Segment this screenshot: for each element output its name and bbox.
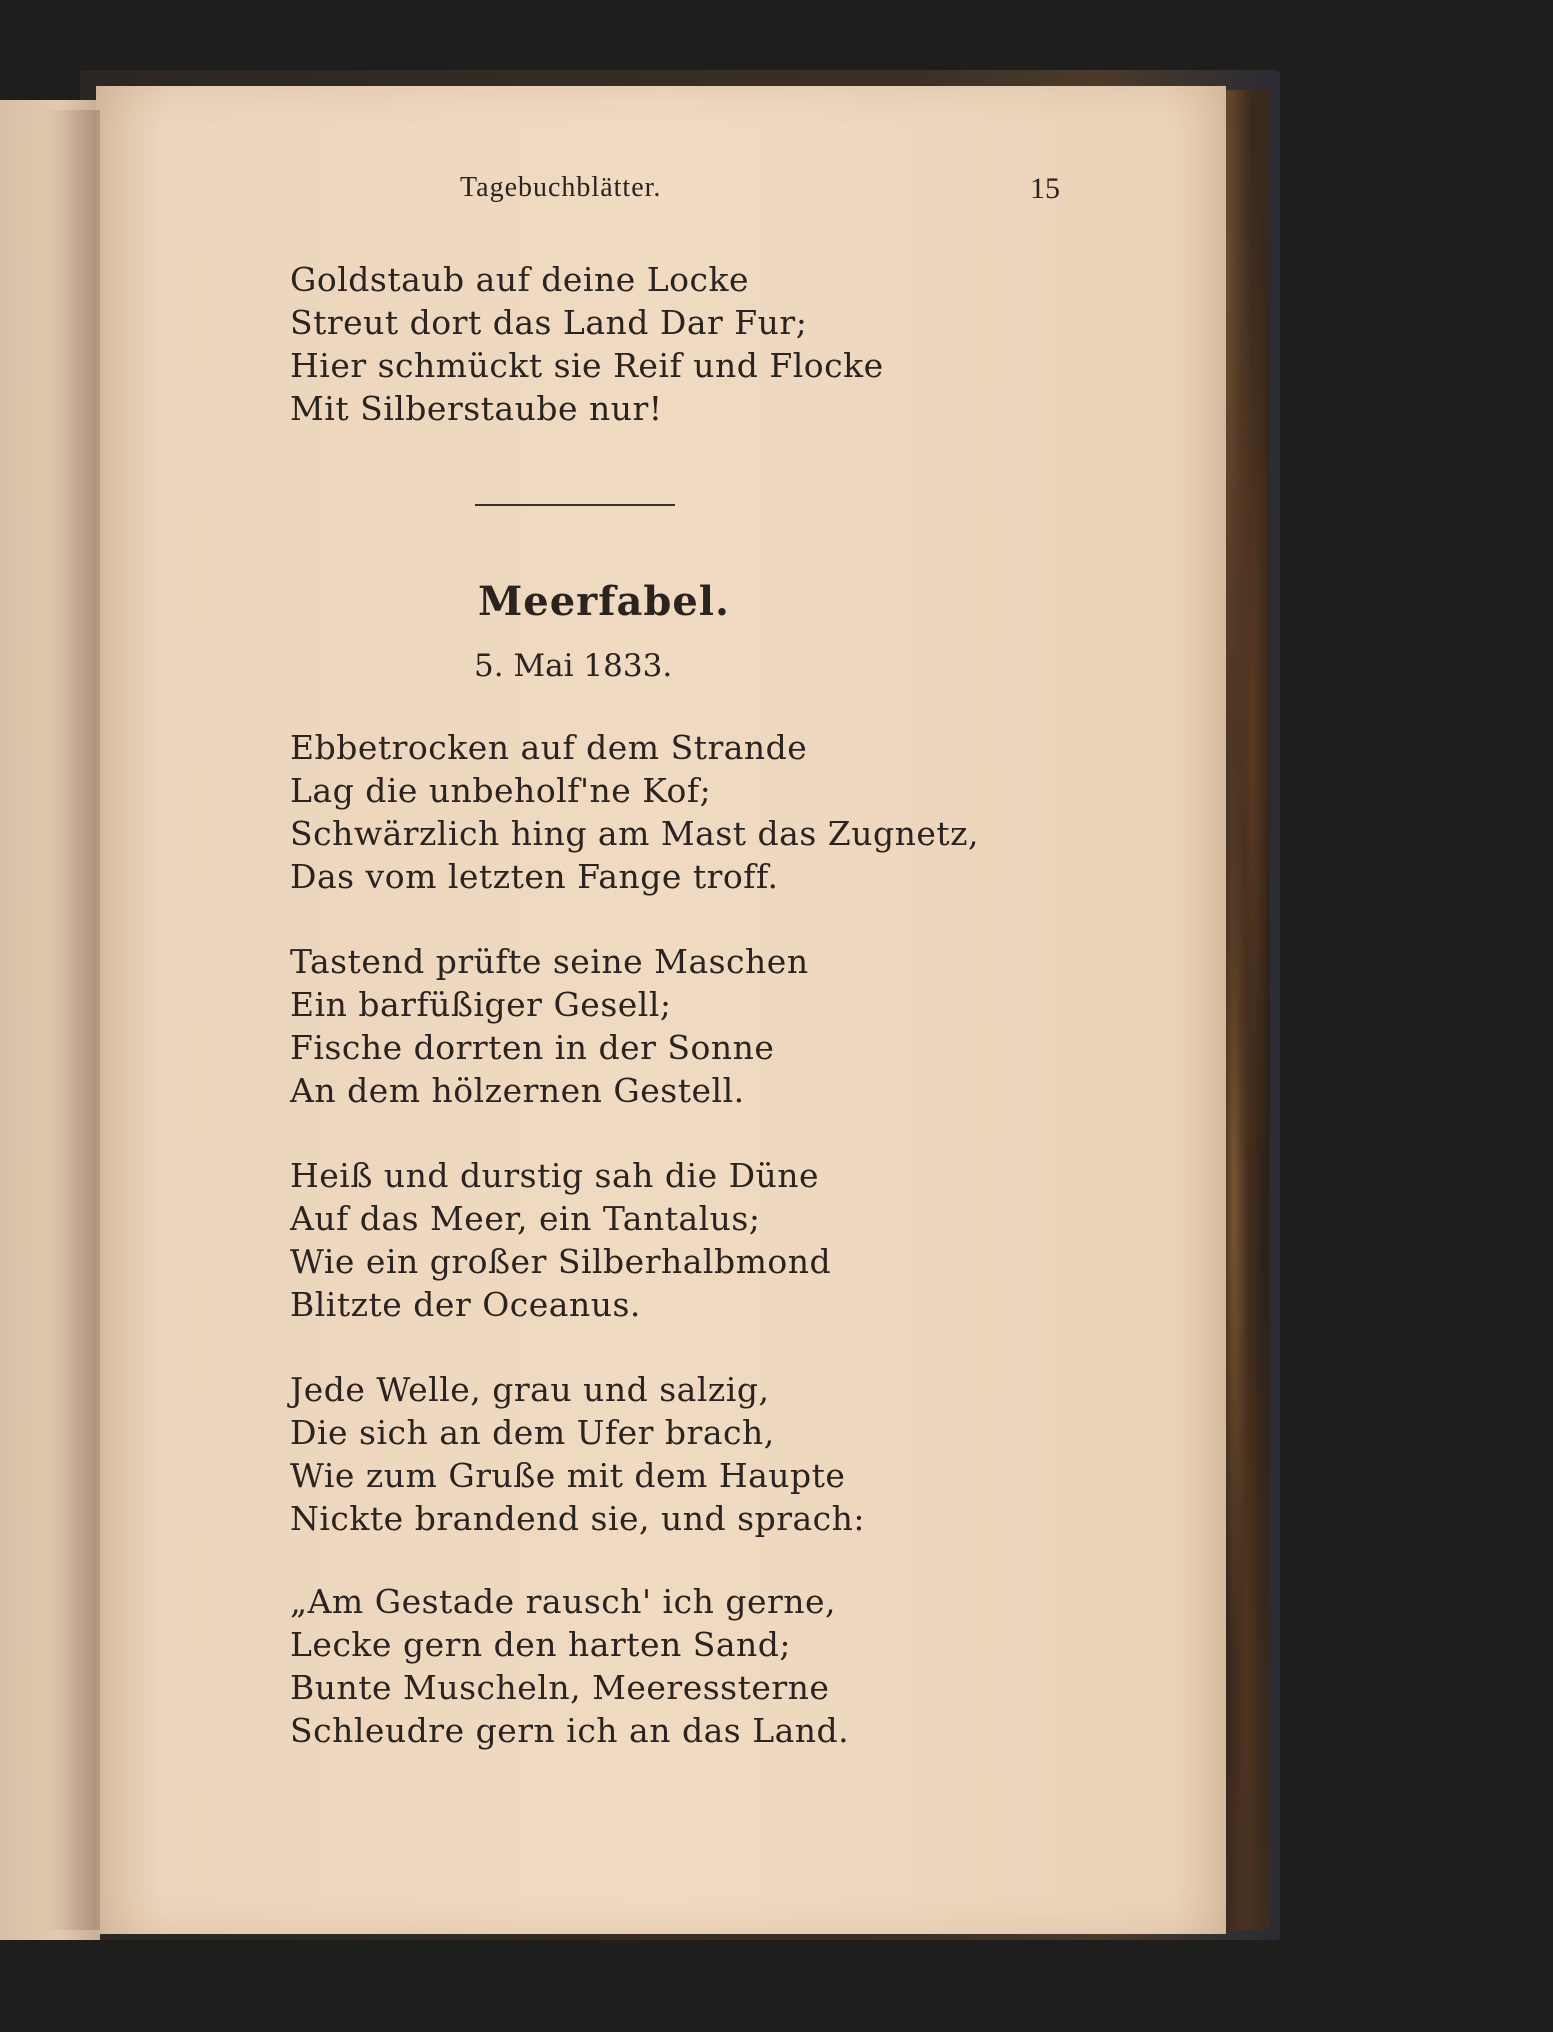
- verse-line: Jede Welle, grau und salzig,: [290, 1370, 770, 1409]
- verse-line: Schwärzlich hing am Mast das Zugnetz,: [290, 814, 979, 853]
- poem-stanza-2: [290, 940, 809, 1112]
- verse-line: Ebbetrocken auf dem Strande: [290, 728, 808, 767]
- verse-line: „Am Gestade rausch' ich gerne,: [290, 1582, 837, 1621]
- verse-line: Wie ein großer Silberhalbmond: [290, 1242, 832, 1281]
- verse-line: Goldstaub auf deine Locke: [290, 260, 750, 299]
- verse-line: Lecke gern den harten Sand;: [290, 1625, 792, 1664]
- running-head: Tagebuchblätter.: [460, 172, 662, 203]
- verse-line: Ein barfüßiger Gesell;: [290, 985, 672, 1024]
- verse-line: Mit Silberstaube nur!: [290, 389, 663, 428]
- verse-line: Wie zum Gruße mit dem Haupte: [290, 1456, 846, 1495]
- verse-line: Streut dort das Land Dar Fur;: [290, 303, 808, 342]
- section-divider: [475, 504, 675, 506]
- verse-line: Die sich an dem Ufer brach,: [290, 1413, 775, 1452]
- poem-stanza-4: [290, 1368, 865, 1540]
- intro-stanza: [290, 258, 884, 430]
- page-number: 15: [1030, 172, 1060, 205]
- verse-line: Nickte brandend sie, und sprach:: [290, 1499, 866, 1538]
- verse-line: Schleudre gern ich an das Land.: [290, 1711, 850, 1750]
- verse-line: Blitzte der Oceanus.: [290, 1285, 641, 1324]
- poem-stanza-1: [290, 726, 979, 898]
- verse-line: Lag die unbeholf'ne Kof;: [290, 771, 712, 810]
- verse-line: Hier schmückt sie Reif und Flocke: [290, 346, 884, 385]
- poem-date: 5. Mai 1833.: [474, 648, 673, 684]
- poem-stanza-3: [290, 1154, 831, 1326]
- page-gutter: [44, 110, 100, 1930]
- verse-line: An dem hölzernen Gestell.: [290, 1071, 745, 1110]
- poem-stanza-5: [290, 1580, 849, 1752]
- verse-line: Tastend prüfte seine Maschen: [290, 942, 809, 981]
- verse-line: Auf das Meer, ein Tantalus;: [290, 1199, 761, 1238]
- verse-line: Heiß und durstig sah die Düne: [290, 1156, 820, 1195]
- verse-line: Das vom letzten Fange troff.: [290, 857, 779, 896]
- poem-title: Meerfabel.: [478, 578, 730, 625]
- verse-line: Fische dorrten in der Sonne: [290, 1028, 775, 1067]
- verse-line: Bunte Muscheln, Meeressterne: [290, 1668, 830, 1707]
